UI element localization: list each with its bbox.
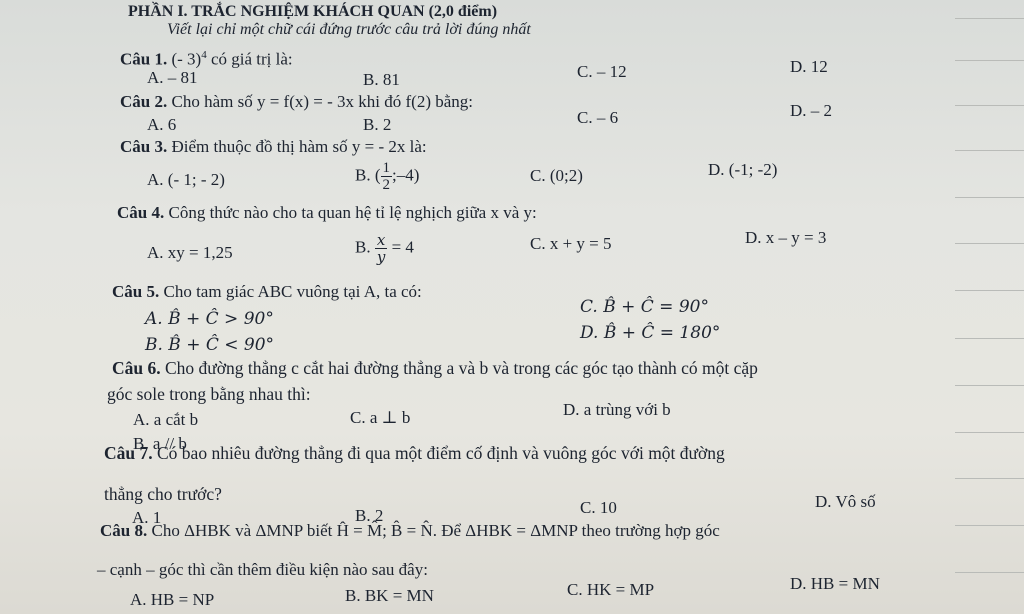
ruled-line <box>955 60 1024 61</box>
answer-option: D. a trùng với b <box>563 400 671 419</box>
question-label: Câu 8. <box>100 521 148 540</box>
answer-option: D. Vô số <box>815 492 876 511</box>
ruled-line <box>955 572 1024 573</box>
fraction-denominator: 2 <box>382 177 390 193</box>
answer-option: D. (-1; -2) <box>708 160 778 179</box>
question-6 <box>112 358 758 378</box>
q8-text-line2: – cạnh – góc thì cần thêm điều kiện nào sau đây: <box>97 560 428 579</box>
ruled-line <box>955 105 1024 106</box>
answer-option: C. B̂ + Ĉ = 90° <box>580 297 709 317</box>
q5-text: Cho tam giác ABC vuông tại A, ta có: <box>163 282 422 301</box>
answer-option: A. 6 <box>147 115 177 134</box>
answer-option: D. x – y = 3 <box>745 228 827 247</box>
answer-option: C. – 12 <box>577 62 627 81</box>
section-title: PHẦN I. TRẮC NGHIỆM KHÁCH QUAN (2,0 điểm) <box>128 3 498 20</box>
q2-text: Cho hàm số y = f(x) = - 3x khi đó f(2) bằng: <box>171 92 474 111</box>
q6-text-line1: Cho đường thẳng c cắt hai đường thẳng a và b và trong các góc tạo thành có một cặp <box>165 358 758 378</box>
question-3 <box>120 137 427 157</box>
ruled-line <box>955 290 1024 291</box>
question-5 <box>112 282 422 302</box>
answer-option: A. B̂ + Ĉ > 90° <box>145 309 274 329</box>
question-1 <box>120 45 293 70</box>
option-suffix: ;–4) <box>392 165 420 185</box>
answer-option: B. BK = MN <box>345 586 434 605</box>
answer-option <box>355 160 419 193</box>
answer-option: D. HB = MN <box>790 574 880 593</box>
option-prefix: B. <box>355 237 371 257</box>
answer-option: A. – 81 <box>147 68 198 87</box>
ruled-line <box>955 243 1024 244</box>
answer-option: C. 10 <box>580 498 617 517</box>
answer-option: B. B̂ + Ĉ < 90° <box>145 335 275 355</box>
answer-option: C. a ⊥ b <box>350 408 411 427</box>
question-8 <box>100 521 720 541</box>
q3-text: Điểm thuộc đồ thị hàm số y = - 2x là: <box>171 137 427 156</box>
ruled-line <box>955 197 1024 198</box>
answer-option: B. 2 <box>355 506 384 525</box>
answer-option: D. 12 <box>790 57 828 76</box>
q8-text-line1: Cho ΔHBK và ΔMNP biết Ĥ = M̂; B̂ = N̂. Để ΔHBK = ΔMNP theo trường hợp góc <box>151 521 720 540</box>
question-label: Câu 2. <box>120 92 168 111</box>
q4-text: Công thức nào cho ta quan hệ tỉ lệ nghịch giữa x và y: <box>168 203 537 222</box>
answer-option: B. 81 <box>363 70 400 89</box>
answer-option <box>355 232 414 265</box>
answer-option: B. a // b <box>133 434 187 453</box>
q6-text-line2: góc sole trong bằng nhau thì: <box>107 384 311 404</box>
fraction-numerator: x <box>375 232 387 249</box>
question-label: Câu 1. <box>120 49 168 69</box>
q1-text: có giá trị là: <box>210 49 293 69</box>
ruled-line <box>955 432 1024 433</box>
answer-option: A. a cắt b <box>133 410 199 429</box>
ruled-line <box>955 150 1024 151</box>
option-prefix: B. ( <box>355 165 381 185</box>
question-label: Câu 5. <box>112 282 160 301</box>
section-instruction: Viết lại chỉ một chữ cái đứng trước câu trả lời đúng nhất <box>167 21 531 38</box>
question-label: Câu 7. <box>104 443 153 463</box>
ruled-line <box>955 385 1024 386</box>
answer-option: A. (- 1; - 2) <box>147 170 225 189</box>
question-4 <box>117 203 537 223</box>
answer-option: B. 2 <box>363 115 392 134</box>
question-label: Câu 4. <box>117 203 165 222</box>
question-label: Câu 3. <box>120 137 168 156</box>
q1-base: (- 3) <box>171 49 202 69</box>
question-label: Câu 6. <box>112 358 161 378</box>
question-2 <box>120 92 473 112</box>
ruled-line <box>955 478 1024 479</box>
fraction <box>375 232 387 265</box>
answer-option: C. HK = MP <box>567 580 655 599</box>
answer-option: A. HB = NP <box>130 590 215 609</box>
ruled-line <box>955 525 1024 526</box>
answer-option: D. – 2 <box>790 101 833 120</box>
q7-text-line1: Có bao nhiêu đường thẳng đi qua một điểm cố định và vuông góc với một đường <box>157 443 725 463</box>
ruled-line <box>955 18 1024 19</box>
answer-option: A. 1 <box>132 508 162 527</box>
answer-option: C. – 6 <box>577 108 619 127</box>
fraction-numerator: 1 <box>382 160 390 176</box>
answer-option: D. B̂ + Ĉ = 180° <box>580 323 721 343</box>
answer-option: C. x + y = 5 <box>530 234 612 253</box>
option-suffix: = 4 <box>391 237 414 257</box>
question-7 <box>104 443 725 463</box>
q7-text-line2: thẳng cho trước? <box>104 484 222 504</box>
q1-exponent: 4 <box>201 49 207 61</box>
answer-option: C. (0;2) <box>530 166 583 185</box>
ruled-line <box>955 338 1024 339</box>
answer-option: A. xy = 1,25 <box>147 243 233 262</box>
fraction-denominator: y <box>376 248 386 266</box>
fraction <box>381 160 393 193</box>
